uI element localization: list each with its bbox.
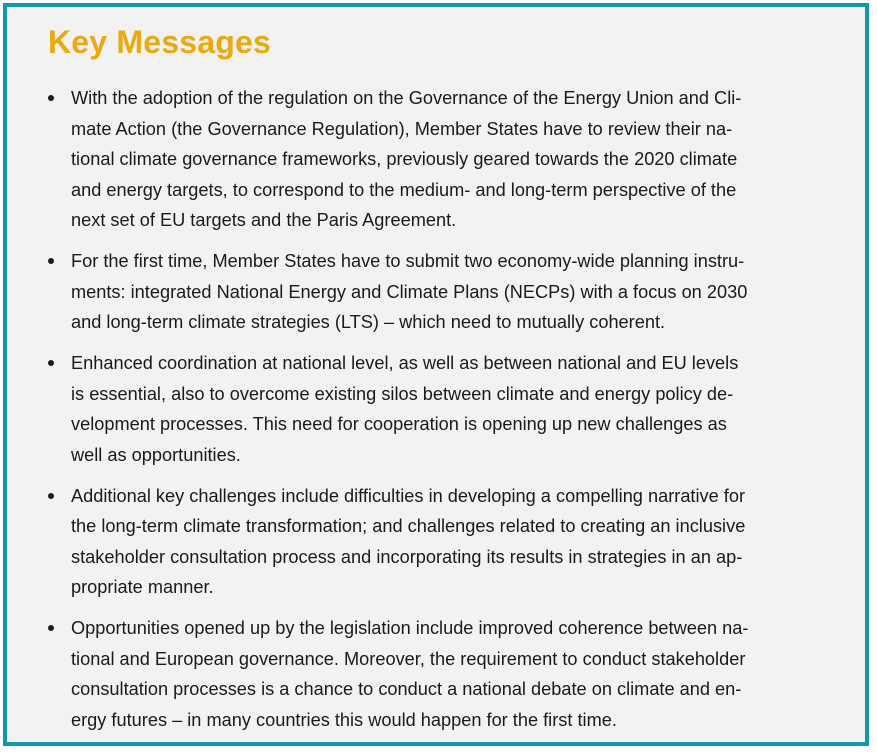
list-item [7,246,867,338]
text-line: Additional key challenges include difficulties in developing a compelling narrative for [71,485,746,506]
bullet-icon [48,625,54,631]
text-line: mate Action (the Governance Regulation), Member States have to review their na- [71,118,733,139]
bullet-icon [48,258,54,264]
text-line: consultation processes is a chance to conduct a national debate on climate and en- [71,679,742,699]
panel-title: Key Messages [48,24,271,60]
text-line: velopment processes. This need for cooperation is opening up new challenges as [71,414,727,434]
list-item [7,348,867,470]
key-messages-panel [3,3,869,746]
text-line: With the adoption of the regulation on the Governance of the Energy Union and Cli- [71,88,742,108]
text-line: Enhanced coordination at national level, as well as between national and EU levels [71,353,739,373]
text-line: the long-term climate transformation; and challenges related to creating an inclusive [71,516,746,536]
text-line: tional and European governance. Moreover, the requirement to conduct stakeholder [71,648,746,669]
bullet-icon [48,95,54,101]
text-line: ments: integrated National Energy and Climate Plans (NECPs) with a focus on 2030 [71,281,748,302]
bullet-icon [48,360,54,366]
list-item [7,83,867,236]
text-line: ergy futures – in many countries this would happen for the first time. [71,709,617,730]
text-line: and energy targets, to correspond to the medium- and long-term perspective of the [71,179,737,200]
text-line: is essential, also to overcome existing silos between climate and energy policy de- [71,383,734,404]
text-line: propriate manner. [71,577,214,597]
bullet-icon [48,493,54,499]
list-item [7,481,867,603]
text-line: tional climate governance frameworks, previously geared towards the 2020 climate [71,149,738,169]
key-messages-list [7,83,867,735]
text-line: and long-term climate strategies (LTS) – which need to mutually coherent. [71,312,666,332]
text-line: next set of EU targets and the Paris Agreement. [71,210,457,230]
text-line: well as opportunities. [71,444,241,465]
text-line: For the first time, Member States have to submit two economy-wide planning instru- [71,251,745,271]
list-item [7,613,867,735]
text-line: Opportunities opened up by the legislation include improved coherence between na- [71,618,749,638]
text-line: stakeholder consultation process and incorporating its results in strategies in an ap- [71,546,743,567]
